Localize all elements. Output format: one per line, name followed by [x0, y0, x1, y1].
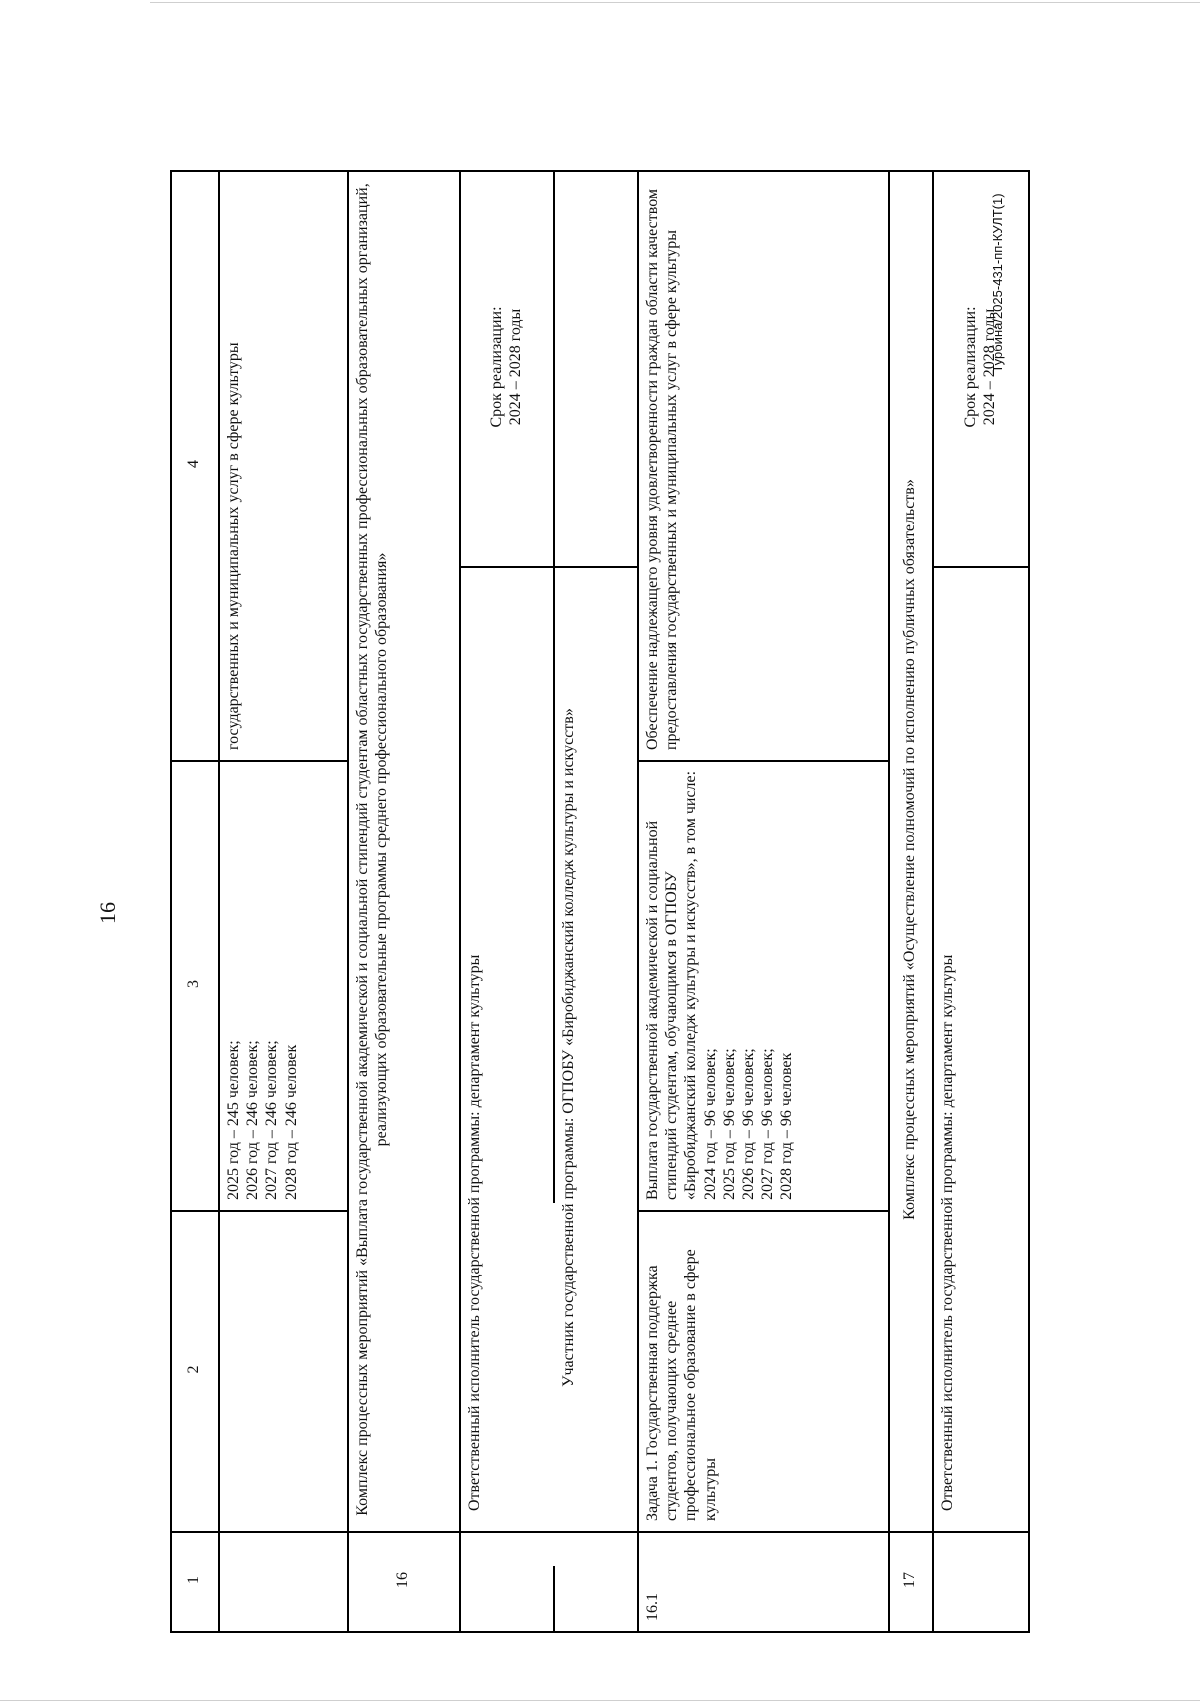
col-sep-1-2-part — [459, 1531, 637, 1533]
scan-edge-top — [150, 2, 1200, 3]
table-border-bottom — [170, 1631, 1030, 1633]
row16-1-result: Выплата государственной академической и социальной стипендий студентам, обучающимся в ОГПОБУ «Биробиджанский колледж культуры и искусств», в том числе: 2024 год – 96 человек; 2025 год – 96 человек; 2026 год – 96 человек; 2027 год – 96 человек; 2028 год – 96 человек — [644, 770, 796, 1200]
row16-number: 16 — [394, 1572, 412, 1588]
footer-code: Турбина/2025-431-пп-КУЛТ(1) — [990, 193, 1005, 373]
header-col-3: 3 — [185, 980, 203, 988]
scan-edge-bottom — [0, 1700, 1200, 1701]
row17-title: Комплекс процессных мероприятий «Осуществление полномочий по исполнению публичных обязательств» — [901, 479, 919, 1220]
col-sep-2-3-cont — [218, 1210, 347, 1212]
table-border-right — [1028, 170, 1030, 1633]
header-col-1: 1 — [185, 1576, 203, 1584]
row16-1-task: Задача 1. Государственная поддержка студентов, получающих среднее профессиональное образование в сфере культуры — [644, 1249, 719, 1521]
row16-responsible: Ответственный исполнитель государственной программы: департамент культуры — [466, 954, 483, 1511]
row16-1-number: 16.1 — [644, 1593, 661, 1621]
page-number: 16 — [95, 902, 120, 924]
col-sep-1-2-17r — [932, 1531, 1028, 1533]
row16-title: Комплекс процессных мероприятий «Выплата государственной академической и социальной стипендий студентам областных государственных профессиональных образовательных организаций, реализующих образовательные программы среднего профессионального образования» — [354, 183, 391, 1516]
row17-number: 17 — [901, 1572, 919, 1588]
row17-responsible: Ответственный исполнитель государственной программы: департамент культуры — [939, 954, 956, 1511]
row16-1-indicator: Обеспечение надлежащего уровня удовлетворенности граждан области качеством предоставления государственных и муниципальных услуг в сфере культуры — [644, 188, 681, 750]
col-sep-1-2-cont — [218, 1531, 347, 1533]
header-col-4: 4 — [185, 460, 203, 468]
header-col-2: 2 — [185, 1365, 203, 1374]
row17-term: Срок реализации: 2024 – 2028 годы — [961, 306, 998, 428]
cont-col-3: 2025 год – 245 человек; 2026 год – 246 человек; 2027 год – 246 человек; 2028 год – 246 человек — [225, 1040, 300, 1200]
row16-participant: Участник государственной программы: ОГПОБУ «Биробиджанский колледж культуры и искусств» — [560, 708, 577, 1387]
row-sep-16-part-b — [553, 1566, 555, 1633]
row16-term: Срок реализации: 2024 – 2028 годы — [487, 306, 524, 428]
cont-col-4: государственных и муниципальных услуг в сфере культуры — [225, 342, 242, 750]
